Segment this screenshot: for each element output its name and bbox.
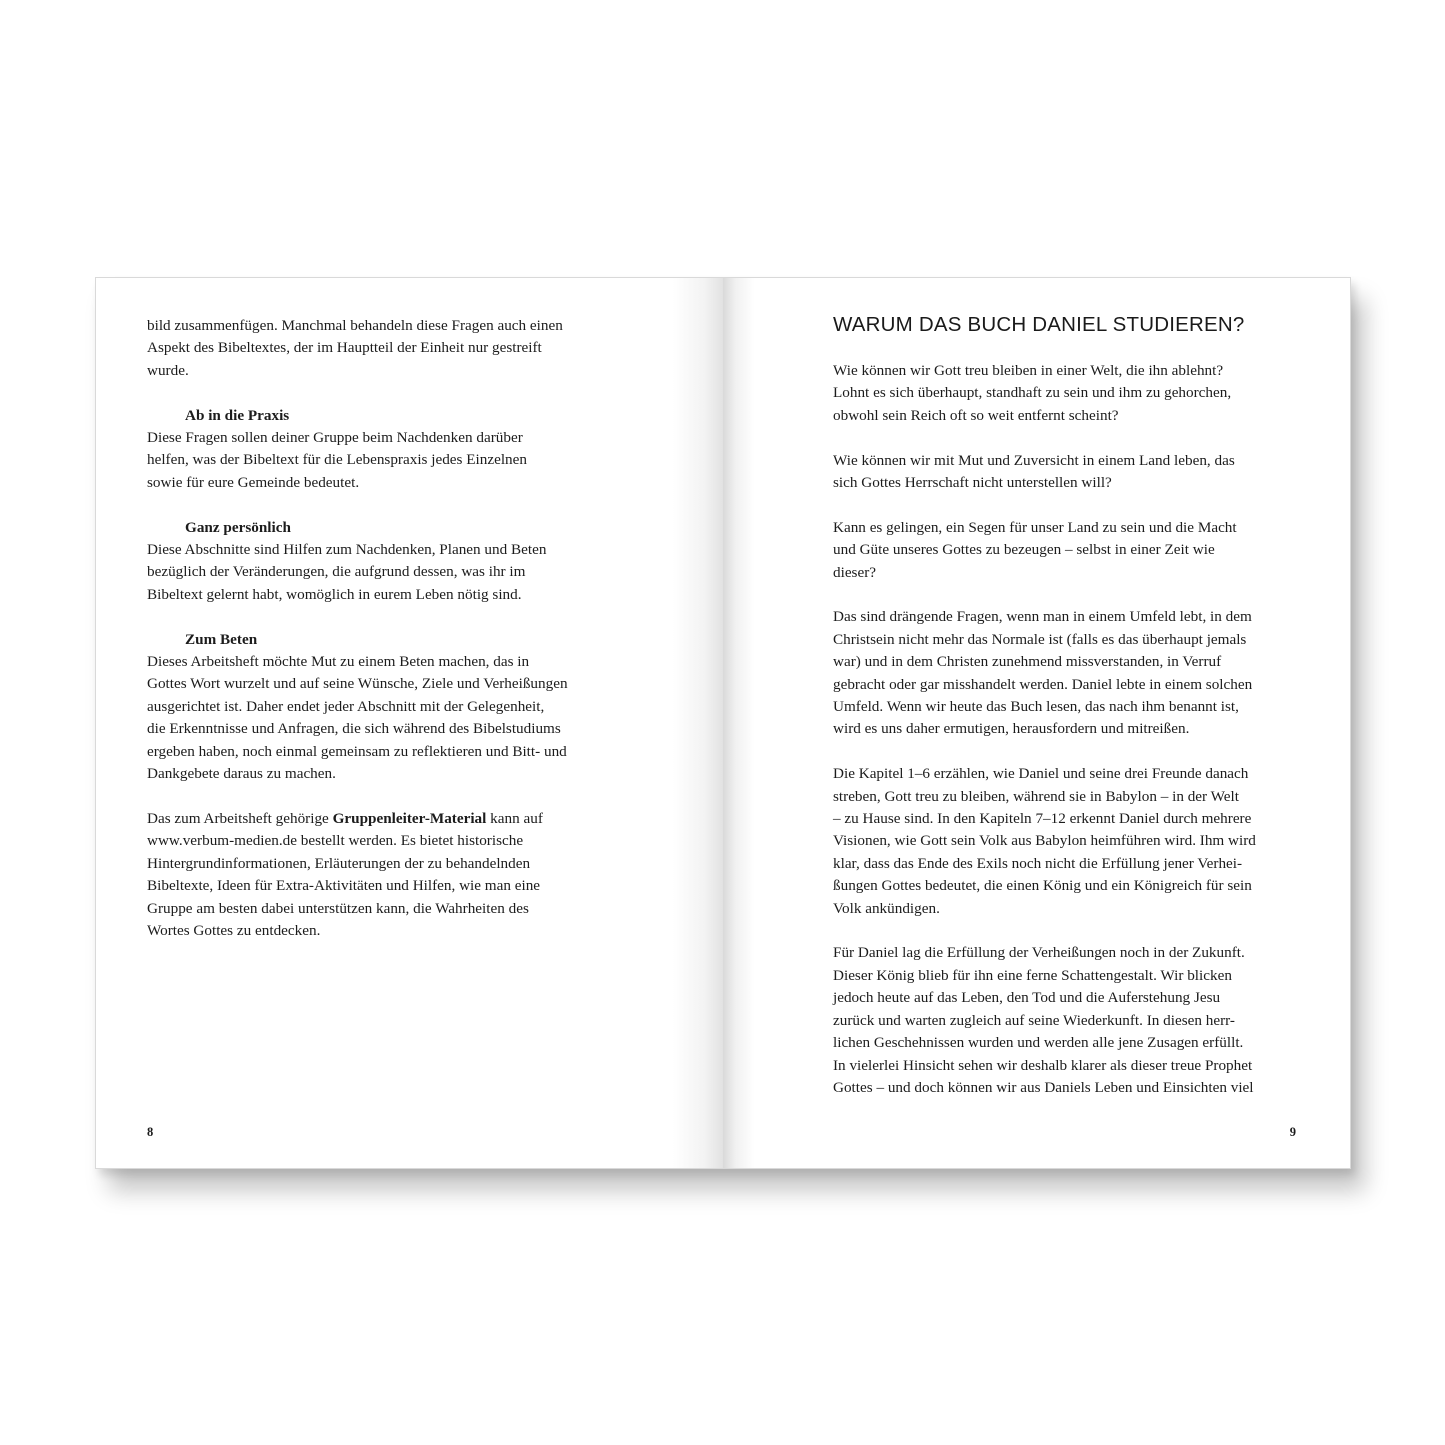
page-number: 8 — [147, 1125, 154, 1139]
text-line: In vielerlei Hinsicht sehen wir deshalb klarer als dieser treue Prophet — [833, 1056, 1253, 1074]
paragraph — [833, 942, 1313, 1099]
gruppenleiter-material-term: Gruppenleiter-Material — [332, 809, 487, 827]
section-title: Ganz persönlich — [185, 518, 291, 536]
paragraph — [833, 450, 1313, 495]
text-line: Dieser König blieb für ihn eine ferne Schattengestalt. Wir blicken — [833, 966, 1232, 984]
open-book — [95, 277, 1351, 1169]
section-ab-in-die-praxis — [147, 405, 617, 495]
page-number: 9 — [1289, 1125, 1296, 1139]
right-page — [723, 278, 1350, 1168]
text-line: Aspekt des Bibeltextes, der im Hauptteil der Einheit nur gestreift — [147, 339, 542, 357]
gruppenleiter-material-paragraph — [147, 808, 617, 942]
text-line: Gottes – und doch können wir aus Daniels Leben und Einsichten viel — [833, 1078, 1254, 1096]
text-line: gebracht oder gar misshandelt werden. Daniel lebte in einem solchen — [833, 675, 1253, 693]
text-line: und Güte unseres Gottes zu bezeugen – selbst in einer Zeit wie — [833, 541, 1215, 559]
text-line: Kann es gelingen, ein Segen für unser Land zu sein und die Macht — [833, 518, 1237, 536]
text-line: war) und in dem Christen zunehmend missverstanden, in Verruf — [833, 653, 1222, 671]
text-line: dieser? — [833, 563, 877, 581]
text-line: Dieses Arbeitsheft möchte Mut zu einem Beten machen, das in — [147, 653, 530, 671]
text-line: Das sind drängende Fragen, wenn man in einem Umfeld lebt, in dem — [833, 608, 1252, 626]
intro-paragraph — [147, 315, 617, 382]
text-line: klar, dass das Ende des Exils noch nicht die Erfüllung jener Verhei- — [833, 854, 1243, 872]
text-line — [147, 808, 617, 830]
text-line: wird es uns daher ermutigen, herausfordern und mitreißen. — [833, 720, 1190, 738]
text-line: Diese Abschnitte sind Hilfen zum Nachdenken, Planen und Beten — [147, 541, 547, 559]
text-line: zurück und warten zugleich auf seine Wiederkunft. In diesen herr- — [833, 1011, 1235, 1029]
text-line: Visionen, wie Gott sein Volk aus Babylon heimführen wird. Ihm wird — [833, 832, 1256, 850]
text-line: Bibeltext gelernt habt, womöglich in eurem Leben nötig sind. — [147, 585, 522, 603]
paragraph — [833, 763, 1313, 920]
left-page — [96, 278, 723, 1168]
text-line: obwohl sein Reich oft so weit entfernt scheint? — [833, 406, 1119, 424]
text-line: Bibeltexte, Ideen für Extra-Aktivitäten und Hilfen, wie man eine — [147, 877, 541, 895]
text-line: Gottes Wort wurzelt und auf seine Wünsche, Ziele und Verheißungen — [147, 675, 568, 693]
text-line: – zu Hause sind. In den Kapiteln 7–12 erkennt Daniel durch mehrere — [833, 810, 1252, 828]
text-line: Wie können wir Gott treu bleiben in einer Welt, die ihn ablehnt? — [833, 362, 1224, 379]
text-line: Die Kapitel 1–6 erzählen, wie Daniel und seine drei Freunde danach — [833, 765, 1249, 783]
text-line: ßungen Gottes bedeutet, die einen König und ein Königreich für sein — [833, 877, 1252, 895]
text-line: www.verbum-medien.de bestellt werden. Es bietet historische — [147, 832, 524, 850]
text-line: Volk ankündigen. — [833, 899, 940, 917]
paragraph — [833, 360, 1313, 427]
text-line: die Erkenntnisse und Anfragen, die sich während des Bibelstudiums — [147, 720, 561, 738]
text-run: Das zum Arbeitsheft gehörige — [147, 809, 333, 827]
text-run: kann auf — [486, 809, 543, 827]
text-line: Wortes Gottes zu entdecken. — [147, 921, 321, 939]
text-line: sowie für eure Gemeinde bedeutet. — [147, 473, 360, 491]
chapter-heading: WARUM DAS BUCH DANIEL STUDIEREN? — [833, 313, 1245, 336]
text-line: Hintergrundinformationen, Erläuterungen der zu behandelnden — [147, 854, 531, 872]
left-page-body — [147, 315, 617, 942]
text-line: Christsein nicht mehr das Normale ist (falls es das überhaupt jemals — [833, 630, 1247, 648]
text-line: Umfeld. Wenn wir heute das Buch lesen, das nach ihm benannt ist, — [833, 698, 1239, 716]
text-line: Wie können wir mit Mut und Zuversicht in einem Land leben, das — [833, 451, 1235, 469]
section-zum-beten — [147, 629, 617, 786]
text-line: bild zusammenfügen. Manchmal behandeln diese Fragen auch einen — [147, 317, 563, 334]
text-line: Dankgebete daraus zu machen. — [147, 765, 336, 783]
text-line: Lohnt es sich überhaupt, standhaft zu sein und ihm zu gehorchen, — [833, 384, 1232, 402]
text-line: Für Daniel lag die Erfüllung der Verheißungen noch in der Zukunft. — [833, 944, 1245, 962]
text-line: Gruppe am besten dabei unterstützen kann, die Wahrheiten des — [147, 899, 529, 917]
text-line: streben, Gott treu zu bleiben, während sie in Babylon – in der Welt — [833, 787, 1239, 805]
text-line: wurde. — [147, 361, 189, 379]
text-line: ausgerichtet ist. Daher endet jeder Abschnitt mit der Gelegenheit, — [147, 697, 545, 715]
text-line: bezüglich der Veränderungen, die aufgrund dessen, was ihr im — [147, 563, 526, 581]
text-line: lichen Geschehnissen wurden und werden alle jene Zusagen erfüllt. — [833, 1034, 1244, 1052]
paragraph — [833, 517, 1313, 584]
text-line: helfen, was der Bibeltext für die Lebenspraxis jedes Einzelnen — [147, 451, 527, 469]
text-line: ergeben haben, noch einmal gemeinsam zu reflektieren und Bitt- und — [147, 742, 567, 760]
right-page-body — [833, 360, 1313, 1099]
text-line: jedoch heute auf das Leben, den Tod und die Auferstehung Jesu — [833, 989, 1221, 1007]
text-line: sich Gottes Herrschaft nicht unterstellen will? — [833, 474, 1112, 492]
section-title: Zum Beten — [185, 630, 258, 648]
paragraph — [833, 606, 1313, 740]
section-ganz-persoenlich — [147, 517, 617, 607]
section-title: Ab in die Praxis — [185, 406, 290, 424]
text-line: Diese Fragen sollen deiner Gruppe beim Nachdenken darüber — [147, 429, 523, 447]
